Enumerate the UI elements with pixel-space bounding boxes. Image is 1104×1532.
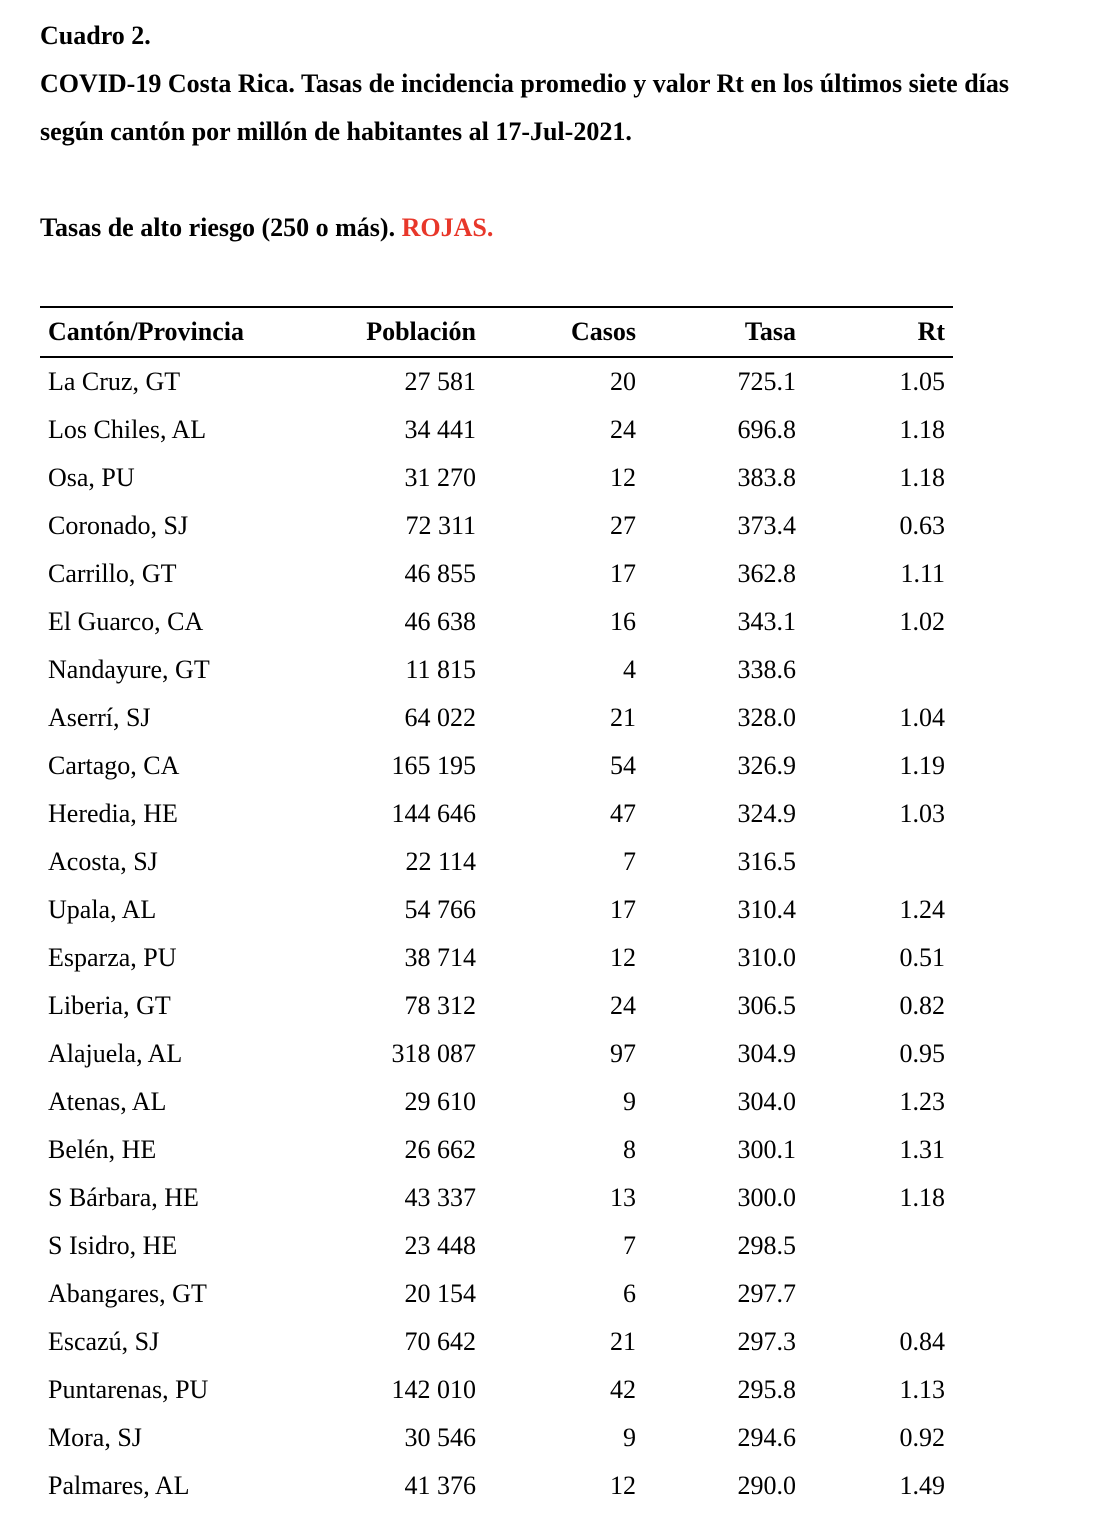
cell-canton: Palmares, AL <box>48 1471 190 1500</box>
table-row <box>40 934 953 982</box>
cell-poblacion: 64 022 <box>404 703 476 732</box>
cell-canton: Mora, SJ <box>48 1423 142 1452</box>
cell-casos: 20 <box>610 367 636 396</box>
cell-tasa: 300.1 <box>737 1135 796 1164</box>
cell-canton: Liberia, GT <box>48 991 171 1020</box>
table-row <box>40 1318 953 1366</box>
cell-tasa: 316.5 <box>737 847 796 876</box>
cell-casos: 21 <box>610 703 636 732</box>
cell-poblacion: 54 766 <box>404 895 476 924</box>
cell-tasa: 324.9 <box>737 799 796 828</box>
risk-subtitle <box>40 204 493 252</box>
cell-casos: 16 <box>610 607 636 636</box>
cell-poblacion: 41 376 <box>404 1471 476 1500</box>
cell-canton: Los Chiles, AL <box>48 415 207 444</box>
table-row <box>40 1078 953 1126</box>
cell-poblacion: 46 638 <box>404 607 476 636</box>
cell-casos: 47 <box>610 799 636 828</box>
cell-tasa: 304.0 <box>737 1087 796 1116</box>
cell-rt: 1.23 <box>899 1087 945 1116</box>
cell-rt: 0.63 <box>899 511 945 540</box>
table-row <box>40 357 953 406</box>
cell-casos: 4 <box>623 655 636 684</box>
cell-tasa: 725.1 <box>737 367 796 396</box>
cell-casos: 8 <box>623 1135 636 1164</box>
table-header-row <box>40 307 953 357</box>
cell-poblacion: 22 114 <box>405 847 476 876</box>
cell-casos: 7 <box>623 847 636 876</box>
risk-subtitle-text: Tasas de alto riesgo (250 o más). <box>40 213 396 242</box>
cell-canton: El Guarco, CA <box>48 607 204 636</box>
cell-rt: 0.84 <box>899 1327 945 1356</box>
cell-poblacion: 30 546 <box>404 1423 476 1452</box>
cell-canton: Atenas, AL <box>48 1087 167 1116</box>
table-row <box>40 790 953 838</box>
cell-rt: 1.04 <box>899 703 945 732</box>
cell-casos: 9 <box>623 1087 636 1116</box>
cell-tasa: 304.9 <box>737 1039 796 1068</box>
cell-casos: 54 <box>610 751 636 780</box>
cell-poblacion: 29 610 <box>404 1087 476 1116</box>
cell-rt: 1.02 <box>899 607 945 636</box>
cell-rt: 1.49 <box>899 1471 945 1500</box>
cell-poblacion: 43 337 <box>404 1183 476 1212</box>
cell-poblacion: 46 855 <box>404 559 476 588</box>
cell-poblacion: 27 581 <box>404 367 476 396</box>
cell-canton: Puntarenas, PU <box>48 1375 209 1404</box>
cell-casos: 7 <box>623 1231 636 1260</box>
cell-tasa: 343.1 <box>737 607 796 636</box>
header-poblacion: Población <box>298 307 476 357</box>
cell-rt: 0.95 <box>899 1039 945 1068</box>
cell-canton: Belén, HE <box>48 1135 157 1164</box>
cell-poblacion: 23 448 <box>404 1231 476 1260</box>
cell-poblacion: 142 010 <box>391 1375 476 1404</box>
table-row <box>40 1270 953 1318</box>
table-row <box>40 1174 953 1222</box>
cell-tasa: 373.4 <box>737 511 796 540</box>
table-row <box>40 982 953 1030</box>
cell-casos: 97 <box>610 1039 636 1068</box>
cell-tasa: 306.5 <box>737 991 796 1020</box>
header-tasa: Tasa <box>636 307 796 357</box>
document-title: COVID-19 Costa Rica. Tasas de incidencia promedio y valor Rt en los últimos siete días según cantón por millón de habitantes al 17-Jul-2021. <box>40 69 1010 146</box>
cell-canton: Nandayure, GT <box>48 655 210 684</box>
cell-rt: 1.11 <box>900 559 945 588</box>
cell-rt <box>796 1270 953 1318</box>
table-row <box>40 502 953 550</box>
cell-canton: Escazú, SJ <box>48 1327 160 1356</box>
cell-casos: 21 <box>610 1327 636 1356</box>
cell-tasa: 310.4 <box>737 895 796 924</box>
cell-canton: Cartago, CA <box>48 751 180 780</box>
cell-poblacion: 34 441 <box>404 415 476 444</box>
cell-casos: 12 <box>610 1471 636 1500</box>
cell-canton: Acosta, SJ <box>48 847 158 876</box>
cell-canton: Heredia, HE <box>48 799 178 828</box>
table-row <box>40 598 953 646</box>
cell-canton: Esparza, PU <box>48 943 177 972</box>
cell-poblacion: 20 154 <box>404 1279 476 1308</box>
header-rt: Rt <box>796 307 953 357</box>
cell-casos: 12 <box>610 463 636 492</box>
cell-poblacion: 11 815 <box>405 655 476 684</box>
header-canton: Cantón/Provincia <box>40 307 298 357</box>
cell-casos: 27 <box>610 511 636 540</box>
cell-poblacion: 31 270 <box>404 463 476 492</box>
cell-canton: Upala, AL <box>48 895 157 924</box>
header-casos: Casos <box>476 307 636 357</box>
cell-tasa: 383.8 <box>737 463 796 492</box>
cell-casos: 12 <box>610 943 636 972</box>
cell-rt: 0.82 <box>899 991 945 1020</box>
table-row <box>40 1222 953 1270</box>
table-row <box>40 1462 953 1510</box>
table-label: Cuadro 2. <box>40 21 151 50</box>
cell-casos: 24 <box>610 991 636 1020</box>
cell-tasa: 295.8 <box>737 1375 796 1404</box>
cell-rt: 1.18 <box>899 463 945 492</box>
cell-canton: La Cruz, GT <box>48 367 181 396</box>
cell-tasa: 310.0 <box>737 943 796 972</box>
cell-tasa: 290.0 <box>737 1471 796 1500</box>
table-body <box>40 357 953 1510</box>
cell-rt: 1.05 <box>899 367 945 396</box>
cell-tasa: 297.7 <box>737 1279 796 1308</box>
cell-poblacion: 165 195 <box>391 751 476 780</box>
cell-poblacion: 26 662 <box>404 1135 476 1164</box>
cell-rt <box>796 1222 953 1270</box>
cell-rt: 0.92 <box>899 1423 945 1452</box>
cell-casos: 24 <box>610 415 636 444</box>
cell-casos: 17 <box>610 895 636 924</box>
cell-tasa: 300.0 <box>737 1183 796 1212</box>
cell-casos: 17 <box>610 559 636 588</box>
table-row <box>40 1414 953 1462</box>
cell-canton: Coronado, SJ <box>48 511 189 540</box>
cell-canton: S Bárbara, HE <box>48 1183 199 1212</box>
cell-casos: 9 <box>623 1423 636 1452</box>
table-row <box>40 838 953 886</box>
table-row <box>40 406 953 454</box>
cell-rt: 1.19 <box>899 751 945 780</box>
table-row <box>40 646 953 694</box>
cell-poblacion: 318 087 <box>391 1039 476 1068</box>
cell-canton: Abangares, GT <box>48 1279 207 1308</box>
table-row <box>40 886 953 934</box>
cell-tasa: 326.9 <box>737 751 796 780</box>
cell-poblacion: 38 714 <box>404 943 476 972</box>
table-row <box>40 550 953 598</box>
cell-rt: 1.03 <box>899 799 945 828</box>
cell-rt: 1.24 <box>899 895 945 924</box>
cell-rt: 1.13 <box>899 1375 945 1404</box>
cell-rt: 1.18 <box>899 1183 945 1212</box>
incidence-table <box>40 306 953 1510</box>
cell-tasa: 294.6 <box>737 1423 796 1452</box>
table-row <box>40 742 953 790</box>
cell-poblacion: 144 646 <box>391 799 476 828</box>
cell-rt: 0.51 <box>899 943 945 972</box>
cell-tasa: 362.8 <box>737 559 796 588</box>
table-row <box>40 1126 953 1174</box>
cell-poblacion: 78 312 <box>404 991 476 1020</box>
cell-tasa: 298.5 <box>737 1231 796 1260</box>
cell-rt: 1.31 <box>899 1135 945 1164</box>
cell-canton: S Isidro, HE <box>48 1231 178 1260</box>
cell-canton: Carrillo, GT <box>48 559 177 588</box>
cell-poblacion: 72 311 <box>405 511 476 540</box>
cell-tasa: 328.0 <box>737 703 796 732</box>
cell-poblacion: 70 642 <box>404 1327 476 1356</box>
cell-casos: 13 <box>610 1183 636 1212</box>
cell-canton: Aserrí, SJ <box>48 703 151 732</box>
cell-canton: Alajuela, AL <box>48 1039 183 1068</box>
table-row <box>40 1366 953 1414</box>
cell-rt: 1.18 <box>899 415 945 444</box>
cell-rt <box>796 838 953 886</box>
cell-casos: 6 <box>623 1279 636 1308</box>
cell-casos: 42 <box>610 1375 636 1404</box>
cell-canton: Osa, PU <box>48 463 135 492</box>
cell-tasa: 338.6 <box>737 655 796 684</box>
table-row <box>40 454 953 502</box>
cell-tasa: 696.8 <box>737 415 796 444</box>
table-row <box>40 1030 953 1078</box>
risk-color-label: ROJAS. <box>401 213 494 242</box>
table-row <box>40 694 953 742</box>
cell-tasa: 297.3 <box>737 1327 796 1356</box>
cell-rt <box>796 646 953 694</box>
